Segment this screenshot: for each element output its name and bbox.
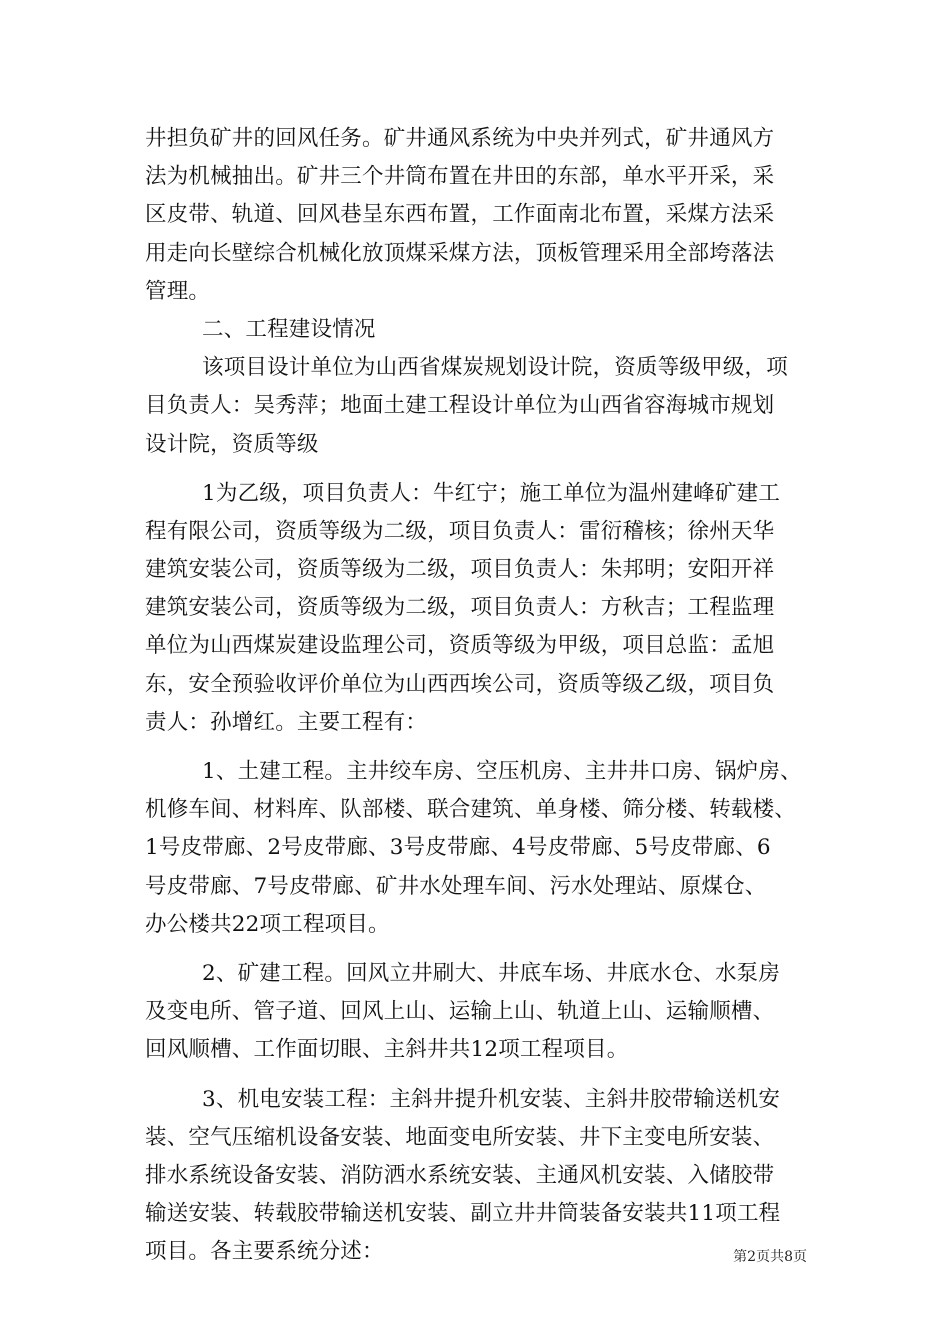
paragraph-line: 责人：孙增红。主要工程有： xyxy=(145,709,428,735)
paragraph-line: 回风顺槽、工作面切眼、主斜井共12项工程项目。 xyxy=(145,1037,629,1063)
paragraph-line: 排水系统设备安装、消防洒水系统安装、主通风机安装、入储胶带 xyxy=(145,1162,775,1188)
paragraph-line: 建筑安装公司，资质等级为二级，项目负责人：朱邦明；安阳开祥 xyxy=(145,557,775,583)
paragraph-line: 东，安全预验收评价单位为山西西埃公司，资质等级乙级，项目负 xyxy=(145,671,775,697)
paragraph-line: 号皮带廊、7号皮带廊、矿井水处理车间、污水处理站、原煤仓、 xyxy=(145,873,767,899)
paragraph-line: 法为机械抽出。矿井三个井筒布置在井田的东部，单水平开采，采 xyxy=(145,164,775,190)
paragraph-line: 该项目设计单位为山西省煤炭规划设计院，资质等级甲级，项 xyxy=(202,355,788,381)
paragraph-line: 办公楼共22项工程项目。 xyxy=(145,911,390,937)
paragraph-line: 装、空气压缩机设备安装、地面变电所安装、井下主变电所安装、 xyxy=(145,1124,775,1150)
paragraph-line: 及变电所、管子道、回风上山、运输上山、轨道上山、运输顺槽、 xyxy=(145,999,775,1025)
paragraph-line: 输送安装、转载胶带输送机安装、副立井井筒装备安装共11项工程 xyxy=(145,1201,781,1227)
paragraph-line: 管理。 xyxy=(145,278,211,304)
paragraph-line: 2、矿建工程。回风立井刷大、井底车场、井底水仓、水泵房 xyxy=(202,960,781,986)
paragraph-line: 项目。各主要系统分述： xyxy=(145,1239,384,1265)
paragraph-line: 程有限公司，资质等级为二级，项目负责人：雷衍稽核；徐州天华 xyxy=(145,518,775,544)
paragraph-line: 单位为山西煤炭建设监理公司，资质等级为甲级，项目总监：孟旭 xyxy=(145,633,775,659)
paragraph-line: 建筑安装公司，资质等级为二级，项目负责人：方秋吉；工程监理 xyxy=(145,595,775,621)
paragraph-line: 设计院，资质等级 xyxy=(145,431,319,457)
paragraph-line: 用走向长壁综合机械化放顶煤采煤方法，顶板管理采用全部垮落法 xyxy=(145,240,775,266)
paragraph-line: 3、机电安装工程：主斜井提升机安装、主斜井胶带输送机安 xyxy=(202,1086,781,1112)
section-heading: 二、工程建设情况 xyxy=(202,316,376,342)
paragraph-line: 区皮带、轨道、回风巷呈东西布置，工作面南北布置，采煤方法采 xyxy=(145,202,775,228)
paragraph-line: 目负责人：吴秀萍；地面土建工程设计单位为山西省容海城市规划 xyxy=(145,393,775,419)
paragraph-line: 1为乙级，项目负责人：牛红宁；施工单位为温州建峰矿建工 xyxy=(202,480,781,506)
document-body xyxy=(145,120,835,1271)
paragraph-line: 1号皮带廊、2号皮带廊、3号皮带廊、4号皮带廊、5号皮带廊、6 xyxy=(145,835,771,861)
page-number-footer: 第2页共8页 xyxy=(733,1249,807,1265)
paragraph-line: 井担负矿井的回风任务。矿井通风系统为中央并列式，矿井通风方 xyxy=(145,126,775,151)
paragraph-line: 机修车间、材料库、队部楼、联合建筑、单身楼、筛分楼、转载楼、 xyxy=(145,797,797,823)
paragraph-line: 1、土建工程。主井绞车房、空压机房、主井井口房、锅炉房、 xyxy=(202,759,802,784)
